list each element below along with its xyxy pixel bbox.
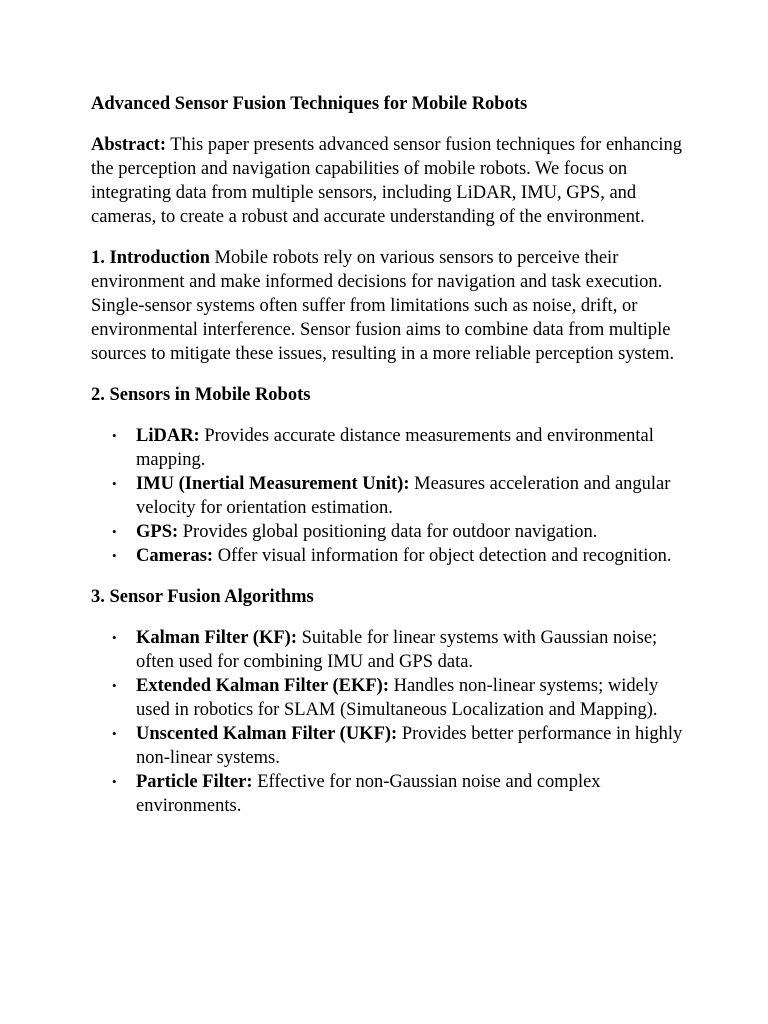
list-item [112, 472, 691, 520]
algorithms-list [91, 626, 691, 818]
sensors-list [91, 424, 691, 568]
introduction-label: 1. Introduction [91, 248, 210, 268]
list-item-text: Effective for non-Gaussian noise and complex environments. [136, 772, 601, 816]
document-title: Advanced Sensor Fusion Techniques for Mobile Robots [91, 94, 528, 114]
bullet-icon: • [112, 774, 117, 789]
list-item-term: Unscented Kalman Filter (UKF): [136, 724, 398, 744]
list-item [112, 544, 691, 568]
list-item [112, 520, 691, 544]
list-item-text: Provides accurate distance measurements and environmental mapping. [136, 426, 654, 470]
list-item [112, 770, 691, 818]
list-item-term: LiDAR: [136, 426, 200, 446]
list-item [112, 424, 691, 472]
list-item-term: Cameras: [136, 546, 214, 566]
list-item-text: Provides global positioning data for outdoor navigation. [178, 522, 598, 542]
algorithms-heading: 3. Sensor Fusion Algorithms [91, 587, 314, 607]
bullet-icon: • [112, 630, 117, 645]
list-item-text: Offer visual information for object detection and recognition. [213, 546, 672, 566]
bullet-icon: • [112, 524, 117, 539]
list-item [112, 626, 691, 674]
bullet-icon: • [112, 548, 117, 563]
list-item-term: Kalman Filter (KF): [136, 628, 297, 648]
list-item-term: IMU (Inertial Measurement Unit): [136, 474, 410, 494]
abstract-paragraph [91, 133, 691, 229]
sensors-heading: 2. Sensors in Mobile Robots [91, 385, 311, 405]
list-item [112, 722, 691, 770]
list-item-term: GPS: [136, 522, 179, 542]
list-item-text: Provides better performance in highly non-linear systems. [136, 724, 683, 768]
abstract-text: This paper presents advanced sensor fusion techniques for enhancing the perception and navigation capabilities of mobile robots. We focus on integrating data from multiple sensors, including LiDAR, IMU, GPS, and cameras, to create a robust and accurate understanding of the environment. [91, 135, 682, 227]
list-item-text: Handles non-linear systems; widely used in robotics for SLAM (Simultaneous Localization and Mapping). [136, 676, 659, 720]
list-item-term: Extended Kalman Filter (EKF): [136, 676, 389, 696]
introduction-text: Mobile robots rely on various sensors to perceive their environment and make informed decisions for navigation and task execution. Single-sensor systems often suffer from limitations such as noise, drift, or environmental interference. Sensor fusion aims to combine data from multiple sources to mitigate these issues, resulting in a more reliable perception system. [91, 248, 675, 364]
document-page [91, 92, 691, 835]
list-item-term: Particle Filter: [136, 772, 253, 792]
bullet-icon: • [112, 726, 117, 741]
bullet-icon: • [112, 678, 117, 693]
bullet-icon: • [112, 476, 117, 491]
list-item [112, 674, 691, 722]
abstract-label: Abstract: [91, 135, 167, 155]
list-item-text: Suitable for linear systems with Gaussian noise; often used for combining IMU and GPS data. [136, 628, 658, 672]
bullet-icon: • [112, 428, 117, 443]
list-item-text: Measures acceleration and angular velocity for orientation estimation. [136, 474, 671, 518]
introduction-paragraph [91, 246, 691, 366]
